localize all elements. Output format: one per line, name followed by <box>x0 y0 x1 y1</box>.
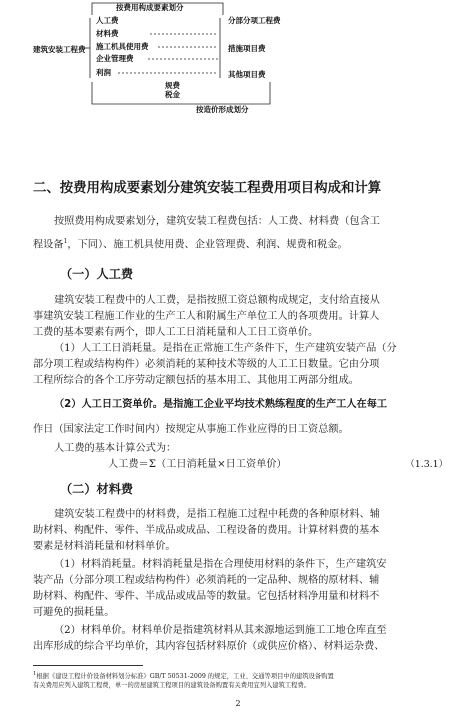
lower-item: 规费 <box>165 81 180 90</box>
paragraph-line: 建筑安装工程费中的材料费，是指工程施工过程中耗费的各种原材料、辅 <box>54 509 380 520</box>
paragraph-line: 要素是材料消耗量和材料单价。 <box>33 541 176 552</box>
bottom-bracket-line <box>92 82 270 104</box>
paragraph-line: （2）材料单价。材料单价是指建筑材料从其来源地运到施工工地仓库直至 <box>54 625 387 636</box>
subsection-heading-material: （二）材料费 <box>60 482 134 496</box>
cost-item: 企业管理费 <box>96 54 134 63</box>
cost-item: 人工费 <box>96 16 119 25</box>
formula-intro: 人工费的基本计算公式为： <box>54 443 177 454</box>
right-item: 措施项目费 <box>228 44 266 53</box>
paragraph-line: 装产品（分部分项工程或结构构件）必须消耗的一定品种、规格的原材料、辅 <box>33 575 380 586</box>
paragraph-line: 作日（国家法定工作时间内）按规定从事施工作业应得的日工资总额。 <box>33 424 349 435</box>
section-heading: 二、按费用构成要素划分建筑安装工程费用项目构成和计算 <box>33 181 382 196</box>
subsection-heading-labor: （一）人工费 <box>60 267 134 281</box>
left-label: 建筑安装工程费 <box>33 45 86 54</box>
paragraph-line: 事建筑安装工程施工作业的生产工人和附属生产单位工人的各项费用。计算人 <box>33 311 380 322</box>
footnote-line-2: 有关费用应列入建筑工程费，单一的房屋建筑工程项目的建筑设备购置有关费用宜列入建筑工程费。 <box>33 682 311 689</box>
paragraph-line: 部分项工程或结构构件）必须消耗的某种技术等级的人工工日数量。它由分项 <box>33 359 380 370</box>
lower-item: 税金 <box>165 90 180 99</box>
footnote-divider <box>33 665 143 666</box>
item-text: 是指施工企业平均技术熟练程度的生产工人在每工 <box>162 399 388 410</box>
bottom-label: 按造价形成划分 <box>196 105 249 114</box>
paragraph-line: 可避免的损耗量。 <box>33 607 115 618</box>
intro-text: ，下同）、施工机具使用费、企业管理费、利润、规费和税金。 <box>67 239 348 251</box>
intro-line-1: 按照费用构成要素划分，建筑安装工程费包括：人工费、材料费（包含工 <box>54 216 380 227</box>
formula-number: （1.3.1） <box>405 459 448 470</box>
cost-item: 利润 <box>96 68 111 77</box>
right-item: 其他项目费 <box>228 70 266 79</box>
cost-composition-diagram <box>0 0 476 118</box>
paragraph-line <box>54 398 443 412</box>
paragraph-line: 助材料、构配件、零件、半成品或成品等的数量。它包括材料净用量和材料不 <box>33 591 380 602</box>
paragraph-line: 出库形成的综合平均单价，其内容包括材料原价（或供应价格）、材料运杂费、 <box>33 641 385 652</box>
paragraph-line: （1）材料消耗量。材料消耗量是指在合理使用材料的条件下，生产建筑安 <box>54 559 387 570</box>
footnote-text: 根据《建设工程计价设备材料划分标准》GB/T 50531-2009 的规定，工业、交通等项目中的建筑设备购置 <box>36 673 334 681</box>
top-label: 按费用构成要素划分 <box>116 3 184 12</box>
paragraph-line: 工程所综合的各个工序劳动定额包括的基本用工、其他用工两部分组成。 <box>33 375 359 386</box>
paragraph-line: 助材料、构配件、零件、半成品或成品、工程设备的费用。计算材料费的基本 <box>33 525 380 536</box>
paragraph-line: 建筑安装工程费中的人工费，是指按照工资总额构成规定，支付给直接从 <box>54 295 380 306</box>
intro-line-2 <box>33 235 443 252</box>
right-item: 分部分项工程费 <box>228 16 281 25</box>
footnote-marker: 1 <box>63 238 68 245</box>
cost-item: 材料费 <box>96 29 119 38</box>
formula: 人工费＝Σ（工日消耗量×日工资单价） <box>108 459 287 470</box>
item-bold-label: （2）人工日工资单价。 <box>54 399 163 410</box>
cost-item: 施工机具使用费 <box>96 42 149 51</box>
paragraph-line: （1）人工工日消耗量。是指在正常施工生产条件下，生产建筑安装产品（分 <box>54 343 397 354</box>
page-number: 2 <box>235 699 241 708</box>
paragraph-line: 工费的基本要素有两个，即人工工日消耗量和人工日工资单价。 <box>33 327 319 338</box>
intro-text: 程设备 <box>33 239 64 251</box>
footnote-number: 1 <box>33 671 37 677</box>
